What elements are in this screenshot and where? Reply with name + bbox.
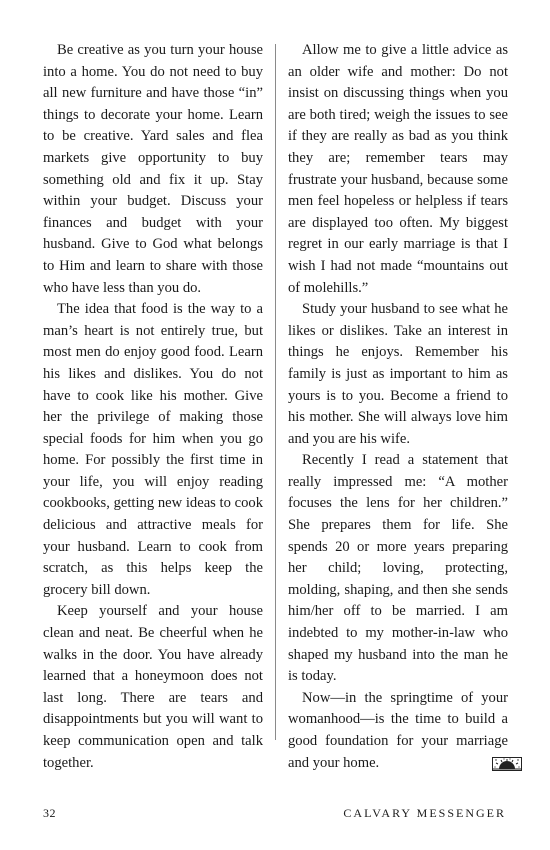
paragraph: Be creative as you turn your house into a home. You do not need to buy all new furniture and have those “in” things to decorate your home. Learn to be creative. Yard sales and flea markets give opportunity to buy something old and fix it up. Stay within your budget. Discuss your finances and budget with your husband. Give to God what belongs to Him and learn to share with those who have less than you do.: [43, 42, 263, 296]
left-column: [43, 40, 263, 774]
publication-title: CALVARY MESSENGER: [343, 806, 506, 820]
paragraph: Study your husband to see what he likes or dislikes. Take an interest in things he enjoys. Remember his family is just as important to him as yours is to you. Become a friend to his mother. She will always love him and you are his wife.: [288, 301, 508, 447]
sunrise-ornament-icon: [478, 757, 508, 771]
paragraph: Allow me to give a little advice as an older wife and mother: Do not insist on discussing things when you are both tired; weigh the issues to see if they are really as bad as you think they are; remember tears may frustrate your husband, because some men feel hopeless or helpless if tears are displayed too often. My biggest regret in our early marriage is that I wish I had not made “mountains out of molehills.”: [288, 42, 508, 296]
paragraph-text: Now—in the springtime of your womanhood—is the time to build a good foundation for your marriage and your home.: [288, 689, 508, 771]
page-number: 32: [43, 806, 56, 820]
paragraph: Recently I read a statement that really impressed me: “A mother focuses the lens for her children.” She prepares them for life. She spends 20 or more years preparing her child; loving, protecting, molding, shaping, and then she sends him/her off to be married. I am indebted to my mother-in-law who shaped my husband into the man he is today.: [288, 452, 508, 685]
paragraph: [288, 688, 508, 774]
paragraph: The idea that food is the way to a man’s heart is not entirely true, but most men do enjoy good food. Learn his likes and dislikes. You do not have to cook like his mother. Give her the privilege of making those special foods for him when you go home. For possibly the first time in your life, you will enjoy reading cookbooks, getting new ideas to cook delicious and attractive meals for your husband. Learn to cook from scratch, as this helps keep the grocery bill down.: [43, 301, 263, 598]
column-divider: [275, 44, 276, 740]
paragraph: Keep yourself and your house clean and neat. Be cheerful when he walks in the door. You have already learned that a honeymoon does not last long. There are tears and disappointments but you will want to keep communication open and talk together.: [43, 603, 263, 771]
right-column: [288, 40, 508, 774]
